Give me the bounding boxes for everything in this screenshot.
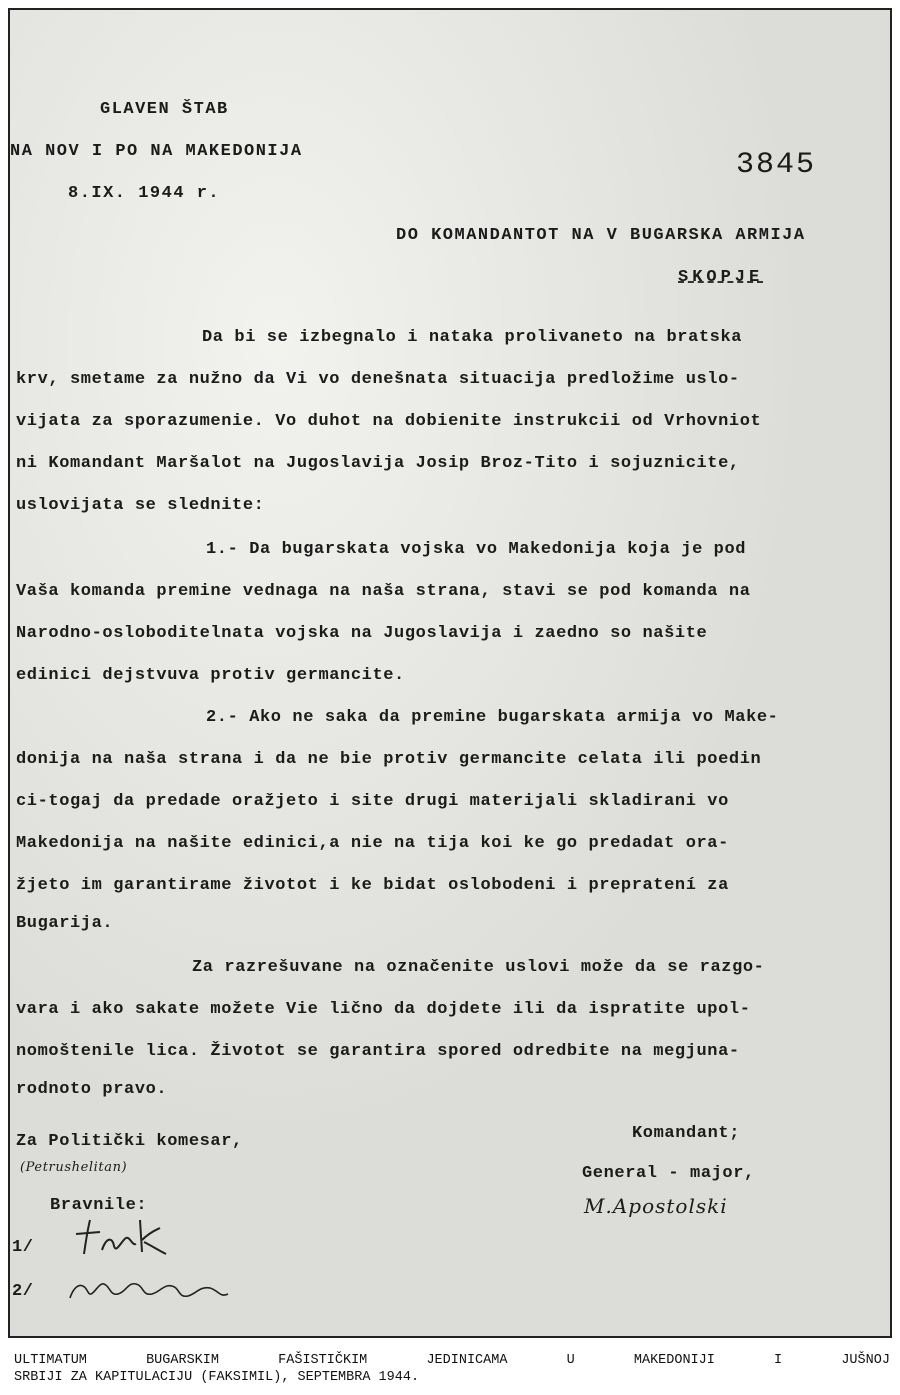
body-line: Da bi se izbegnalo i nataka prolivaneto na bratska: [202, 328, 743, 347]
verification-mark-2: 2/: [12, 1282, 34, 1301]
body-line: vara i ako sakate možete Vie lično da dojdete ili da ispratite upol-: [16, 1000, 751, 1019]
body-line: Narodno-osloboditelnata vojska na Jugoslavija i zaedno so našite: [16, 624, 708, 643]
caption-line-2: SRBIJI ZA KAPITULACIJU (FAKSIMIL), SEPTEMBRA 1944.: [14, 1370, 420, 1385]
verification-mark-1: 1/: [12, 1238, 34, 1257]
letter-date: 8.IX. 1944 r.: [68, 184, 221, 203]
body-line: krv, smetame za nužno da Vi vo denešnata situacija predložime uslo-: [16, 370, 740, 389]
caption-word: BUGARSKIM: [146, 1353, 219, 1368]
body-line: Bugarija.: [16, 914, 114, 933]
body-line: vijata za sporazumenie. Vo duhot na dobienite instrukcii od Vrhovniot: [16, 412, 762, 431]
faxsimile-page: [8, 8, 892, 1338]
body-line: Za razrešuvane na označenite uslovi može da se razgo-: [192, 958, 765, 977]
org-line-1: GLAVEN ŠTAB: [100, 100, 229, 119]
body-line: Makedonija na našite edinici,a nie na tija koi ke go predadat ora-: [16, 834, 729, 853]
political-commissar-title: Za Politički komesar,: [16, 1132, 243, 1151]
political-commissar-name: (Petrushelitan): [20, 1160, 128, 1175]
body-line: nomoštenile lica. Životot se garantira spored odredbite na megjuna-: [16, 1042, 740, 1061]
body-line: uslovijata se slednite:: [16, 496, 265, 515]
caption-word: MAKEDONIJI: [633, 1353, 715, 1368]
recipient: DO KOMANDANTOT NA V BUGARSKA ARMIJA: [396, 226, 806, 245]
body-line: ni Komandant Maršalot na Jugoslavija Josip Broz-Tito i sojuznicite,: [16, 454, 740, 473]
body-line: edinici dejstvuva protiv germancite.: [16, 666, 405, 685]
caption-line-1: [14, 1352, 890, 1369]
document: [10, 10, 890, 1336]
body-line: 1.- Da bugarskata vojska vo Makedonija koja je pod: [206, 540, 747, 559]
org-line-2: NA NOV I PO NA MAKEDONIJA: [10, 142, 303, 161]
commander-title: Komandant;: [632, 1124, 741, 1143]
verified-label: Bravnile:: [50, 1196, 148, 1215]
body-line: Vaša komanda premine vednaga na naša strana, stavi se pod komanda na: [16, 582, 751, 601]
body-line: donija na naša strana i da ne bie protiv germancite celata ili poedin: [16, 750, 762, 769]
caption-word: ULTIMATUM: [14, 1353, 87, 1368]
commander-signature: M.Apostolski: [584, 1194, 728, 1218]
caption-word: JUŠNOJ: [841, 1353, 890, 1368]
caption-word: JEDINICAMA: [426, 1353, 508, 1368]
commander-rank: General - major,: [582, 1164, 755, 1183]
document-number: 3845: [736, 148, 817, 182]
body-line: rodnoto pravo.: [16, 1080, 168, 1099]
body-line: 2.- Ako ne saka da premine bugarskata armija vo Make-: [206, 708, 779, 727]
body-line: žjeto im garantirame životot i ke bidat oslobodeni i prepratení za: [16, 876, 729, 895]
body-line: ci-togaj da predade oražjeto i site drugi materijali skladirani vo: [16, 792, 729, 811]
caption-word: U: [566, 1353, 575, 1368]
caption-word: FAŠISTIČKIM: [278, 1353, 368, 1368]
recipient-city: SKOPJE: [678, 268, 764, 287]
caption-word: I: [774, 1353, 783, 1368]
handwritten-initials-2: [60, 1258, 260, 1318]
figure-caption: [14, 1352, 890, 1386]
